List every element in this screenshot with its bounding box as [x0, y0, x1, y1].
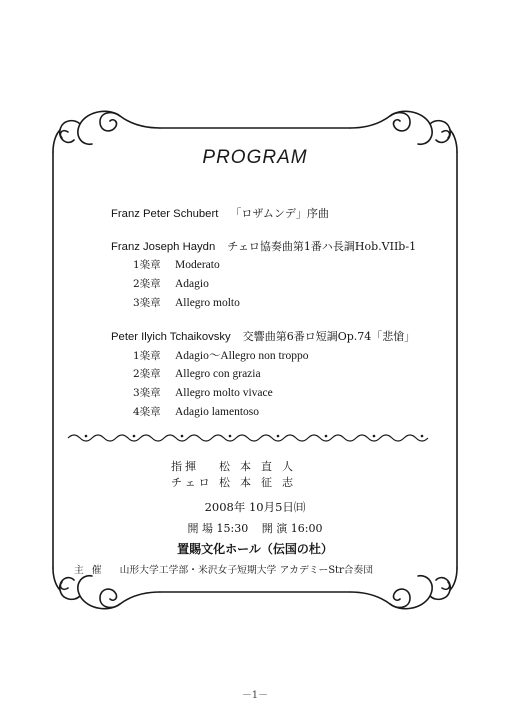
composer-name: Peter Ilyich Tchaikovsky: [111, 331, 231, 343]
piece-schubert: [111, 205, 329, 221]
movement-number: 2楽章: [133, 278, 161, 290]
composer-name: Franz Peter Schubert: [111, 208, 219, 220]
start-time: 16:00: [290, 522, 323, 535]
credit-name: 松本征志: [219, 476, 303, 489]
movement-item: [133, 366, 261, 381]
movement-item: [133, 295, 240, 310]
movement-number: 4楽章: [133, 406, 161, 418]
organizer-label: 主催: [74, 565, 110, 576]
event-venue: 置賜文化ホール（伝国の杜）: [177, 542, 333, 556]
organizer-value: 山形大学工学部・米沢女子短期大学 アカデミーStr合奏団: [119, 565, 374, 576]
movement-name: Allegro molto vivace: [175, 387, 273, 399]
work-title: チェロ協奏曲第1番ハ長調Hob.VIIb-1: [227, 240, 417, 253]
event-date: 2008年 10月5日㈰: [204, 500, 306, 514]
work-title: 交響曲第6番ロ短調Op.74「悲愴」: [242, 330, 416, 343]
page-number: －1－: [241, 690, 269, 701]
movement-name: Moderato: [175, 259, 220, 271]
movement-number: 3楽章: [133, 297, 161, 309]
movement-number: 1楽章: [133, 259, 161, 271]
piece-haydn: [111, 238, 416, 254]
composer-name: Franz Joseph Haydn: [111, 241, 216, 253]
movement-name: Adagio lamentoso: [175, 406, 259, 418]
movement-item: [133, 276, 209, 291]
program-title: PROGRAM: [202, 147, 308, 168]
movement-number: 2楽章: [133, 368, 161, 380]
open-time: 15:30: [216, 522, 249, 535]
open-label: 開 場: [187, 522, 214, 535]
work-title: 「ロザムンデ」序曲: [230, 207, 329, 220]
movement-name: Adagio: [175, 278, 209, 290]
movement-item: [133, 404, 259, 419]
movement-number: 1楽章: [133, 350, 161, 362]
movement-item: [133, 257, 220, 272]
movement-item: [133, 385, 273, 400]
credit-role: 指揮: [171, 460, 199, 473]
event-times: [0, 520, 510, 536]
piece-tchaikovsky: [111, 328, 415, 344]
credit-cellist: [0, 474, 510, 490]
start-label: 開 演: [261, 522, 288, 535]
movement-item: [133, 347, 309, 363]
credit-name: 松本直人: [219, 460, 303, 473]
credit-role: チェロ: [171, 476, 213, 489]
organizer-line: [74, 562, 373, 576]
movement-number: 3楽章: [133, 387, 161, 399]
movement-name: Adagio〜Allegro non troppo: [175, 350, 309, 362]
credit-conductor: [0, 458, 510, 474]
movement-name: Allegro molto: [175, 297, 240, 309]
movement-name: Allegro con grazia: [175, 368, 261, 380]
